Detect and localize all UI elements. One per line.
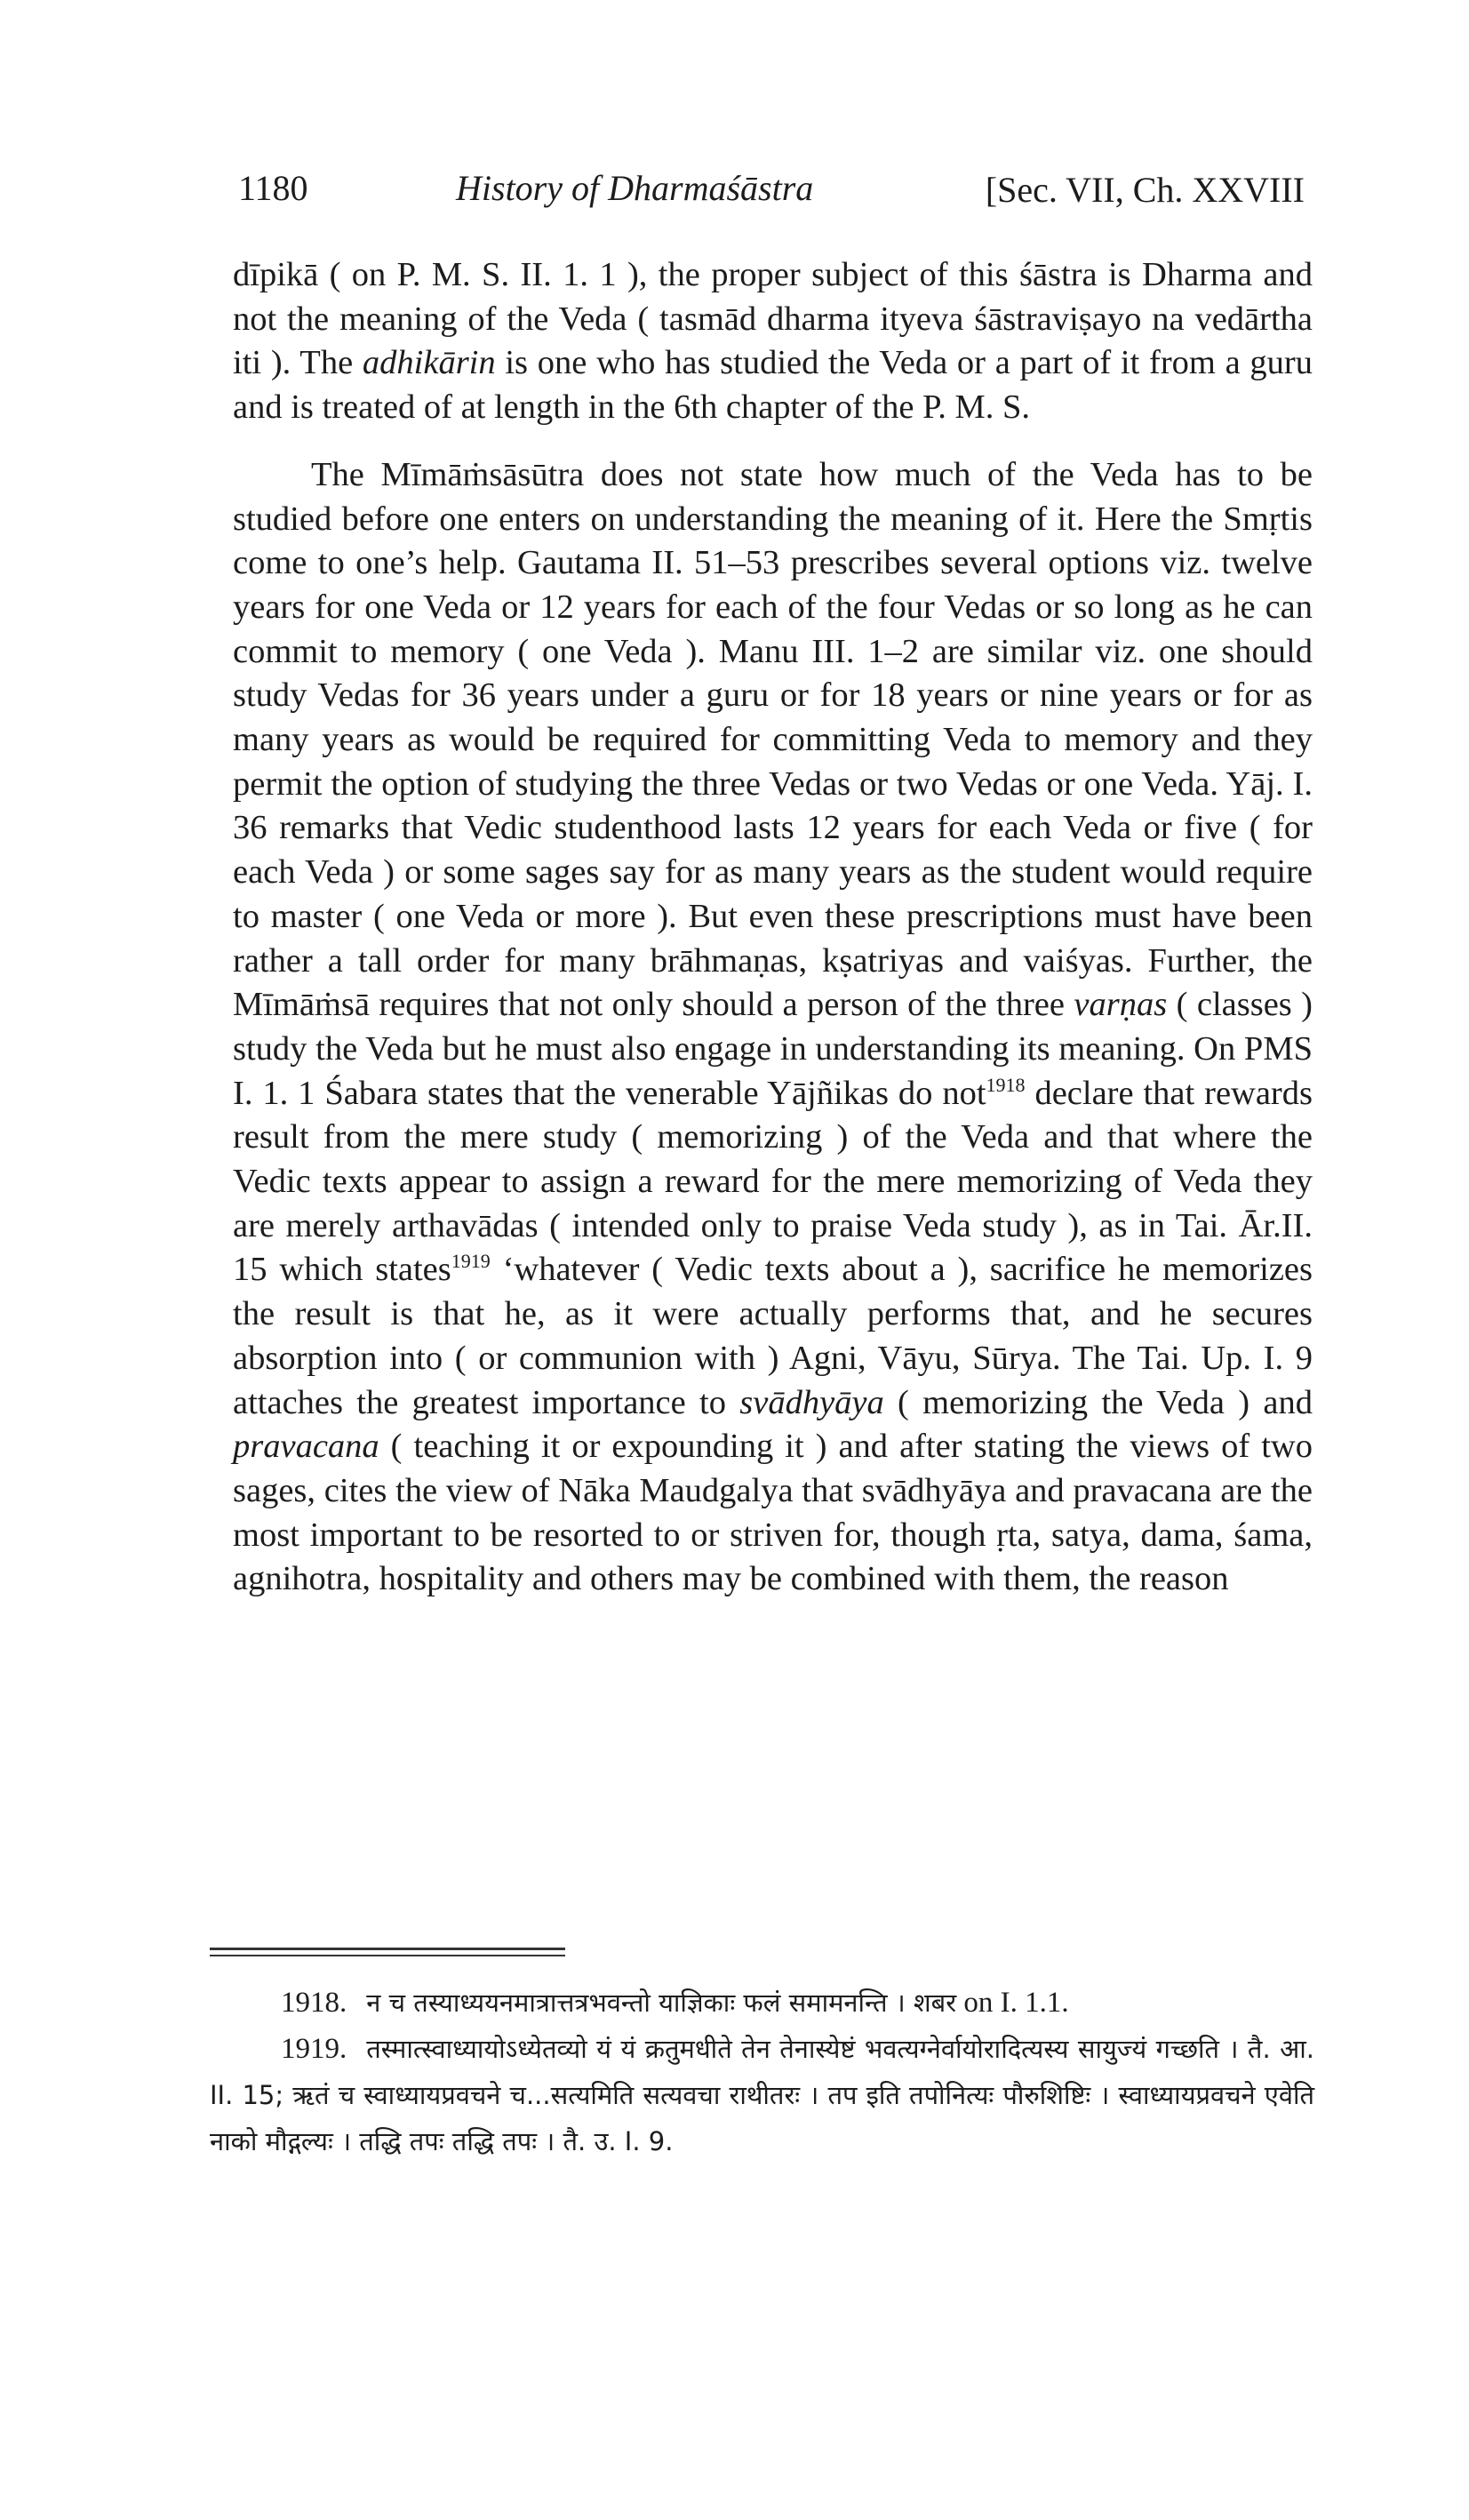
footnote-1918 <box>210 1980 1314 2026</box>
text-run: ‘whatever ( Vedic texts about a ), sacrifice he memorizes the result is that he, as it were actually performs that, and he secures absorption into ( or communion with ) Agni, Vāyu, Sūrya. The Tai. Up. I. 9 attaches the greatest importance to <box>233 1251 1313 1421</box>
footnote-number: 1918. <box>281 1987 347 2019</box>
text-run: ( classes ) study the Veda but he must also engage in understanding its meaning. On PMS I. 1. 1 Śabara states that the venerable Yājñikas do not <box>233 986 1313 1112</box>
footnote-sanskrit: न च तस्याध्ययनमात्रात्तत्रभवन्तो याज्ञिकाः फलं समामनन्ति । शबर <box>366 1988 957 2018</box>
footnote-citation: on I. 1.1. <box>956 1987 1069 2019</box>
text-run: ( teaching it or expounding it ) and after stating the views of two sages, cites the view of Nāka Maudgalya that svādhyāya and pravacana are the most important to be resorted to or striven for, though ṛta, satya, dama, śama, agnihotra, hospitality and others may be combined with them, the reason <box>233 1428 1313 1598</box>
italic-term: adhikārin <box>362 344 496 382</box>
footnote-ref-1919: 1919 <box>451 1250 491 1273</box>
footnote-separator <box>210 1948 565 1956</box>
section-label: [Sec. VII, Ch. XXVIII <box>985 170 1305 210</box>
footnote-1919 <box>210 2026 1314 2164</box>
running-title: History of Dharmaśāstra <box>456 168 814 208</box>
footnote-ref-1918: 1918 <box>986 1073 1026 1096</box>
italic-term: pravacana <box>233 1428 379 1466</box>
running-header <box>238 158 1305 220</box>
main-text <box>233 253 1313 1602</box>
text-run: is one who has studied the Veda or a part of it from a guru and is treated of at length in the 6th chapter of the P. M. S. <box>233 344 1313 427</box>
paragraph-1 <box>233 253 1313 430</box>
page-number: 1180 <box>238 168 308 208</box>
text-run: declare that rewards result from the mere study ( memorizing ) of the Veda and that where the Vedic texts appear to assign a reward for the mere memorizing of Veda they are merely arthavādas ( intended only to praise Veda study ), as in Tai. Ār.II. 15 which states <box>233 1074 1313 1289</box>
italic-term: varṇas <box>1074 986 1168 1024</box>
text-run: ( memorizing the Veda ) and <box>883 1383 1313 1421</box>
footnote-number: 1919. <box>281 2033 347 2065</box>
italic-term: svādhyāya <box>739 1383 884 1421</box>
text-run: dīpikā ( on P. M. S. II. 1. 1 ), the proper subject of this śāstra is Dharma and not the meaning of the Veda ( tasmād dharma ityeva śāstraviṣayo na vedārtha iti ). The <box>233 256 1313 382</box>
footnotes <box>210 1980 1314 2164</box>
footnote-sanskrit: तस्मात्स्वाध्यायोऽध्येतव्यो यं यं क्रतुमधीते तेन तेनास्येष्टं भवत्यग्नेर्वायोरादित्यस्य सायुज्यं गच्छति । तै. आ. II. 15; ऋतं च स्वाध्यायप्रवचने च...सत्यमिति सत्यवचा राथीतरः । तप इति तपोनित्यः पौरुशिष्टिः । स्वाध्यायप्रवचने एवेति नाको मौद्गल्यः । तद्धि तपः तद्धि तपः । तै. उ. I. 9. <box>210 2034 1314 2156</box>
text-run: The Mīmāṁsāsūtra does not state how much of the Veda has to be studied before one enters on understanding the meaning of it. Here the Smṛtis come to one’s help. Gautama II. 51–53 prescribes several options viz. twelve years for one Veda or 12 years for each of the four Vedas or so long as he can commit to memory ( one Veda ). Manu III. 1–2 are similar viz. one should study Vedas for 36 years under a guru or for 18 years or nine years or for as many years as would be required for committing Veda to memory and they permit the option of studying the three Vedas or two Vedas or one Veda. Yāj. I. 36 remarks that Vedic studenthood lasts 12 years for each Veda or five ( for each Veda ) or some sages say for as many years as the student would require to master ( one Veda or more ). But even these prescriptions must have been rather a tall order for many brāhmaṇas, kṣatriyas and vaiśyas. Further, the Mīmāṁsā requires that not only should a person of the three <box>233 455 1313 1024</box>
paragraph-2 <box>233 453 1313 1602</box>
